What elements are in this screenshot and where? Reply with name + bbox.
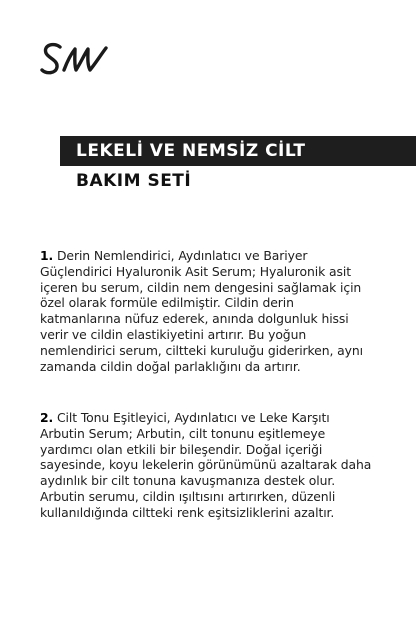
- page-title: [60, 136, 416, 196]
- item-text: Derin Nemlendirici, Aydınlatıcı ve Bariyer Güçlendirici Hyaluronik Asit Serum; Hyaluronik asit içeren bu serum, cildin nem dengesini sağlamak için özel olarak formüle edilmiştir. Cildin derin katmanlarına nüfuz ederek, anında dolgunluk hissi verir ve cildin elastikiyetini artırır. Bu yoğun nemlendirici serum, ciltteki kuruluğu giderirken, aynı zamanda cildin doğal parlaklığını da artırır.: [40, 248, 363, 374]
- description-item-1: [40, 248, 376, 374]
- title-line-2: BAKIM SETİ: [76, 171, 192, 191]
- item-number: 1.: [40, 248, 54, 263]
- item-number: 2.: [40, 410, 54, 425]
- item-text: Cilt Tonu Eşitleyici, Aydınlatıcı ve Leke Karşıtı Arbutin Serum; Arbutin, cilt tonunu eşitlemeye yardımcı olan etkili bir bileşendir. Doğal içeriği sayesinde, koyu lekelerin görünümünü azaltarak daha aydınlık bir cilt tonuna kavuşmanıza destek olur. Arbutin serumu, cildin ışıltısını artırırken, düzenli kullanıldığında ciltteki renk eşitsizliklerini azaltır.: [40, 410, 372, 520]
- signature-logo-icon: [40, 40, 112, 80]
- description-item-2: [40, 410, 376, 521]
- brand-logo: [40, 40, 112, 80]
- title-line-1: LEKELİ VE NEMSİZ CİLT: [60, 136, 416, 166]
